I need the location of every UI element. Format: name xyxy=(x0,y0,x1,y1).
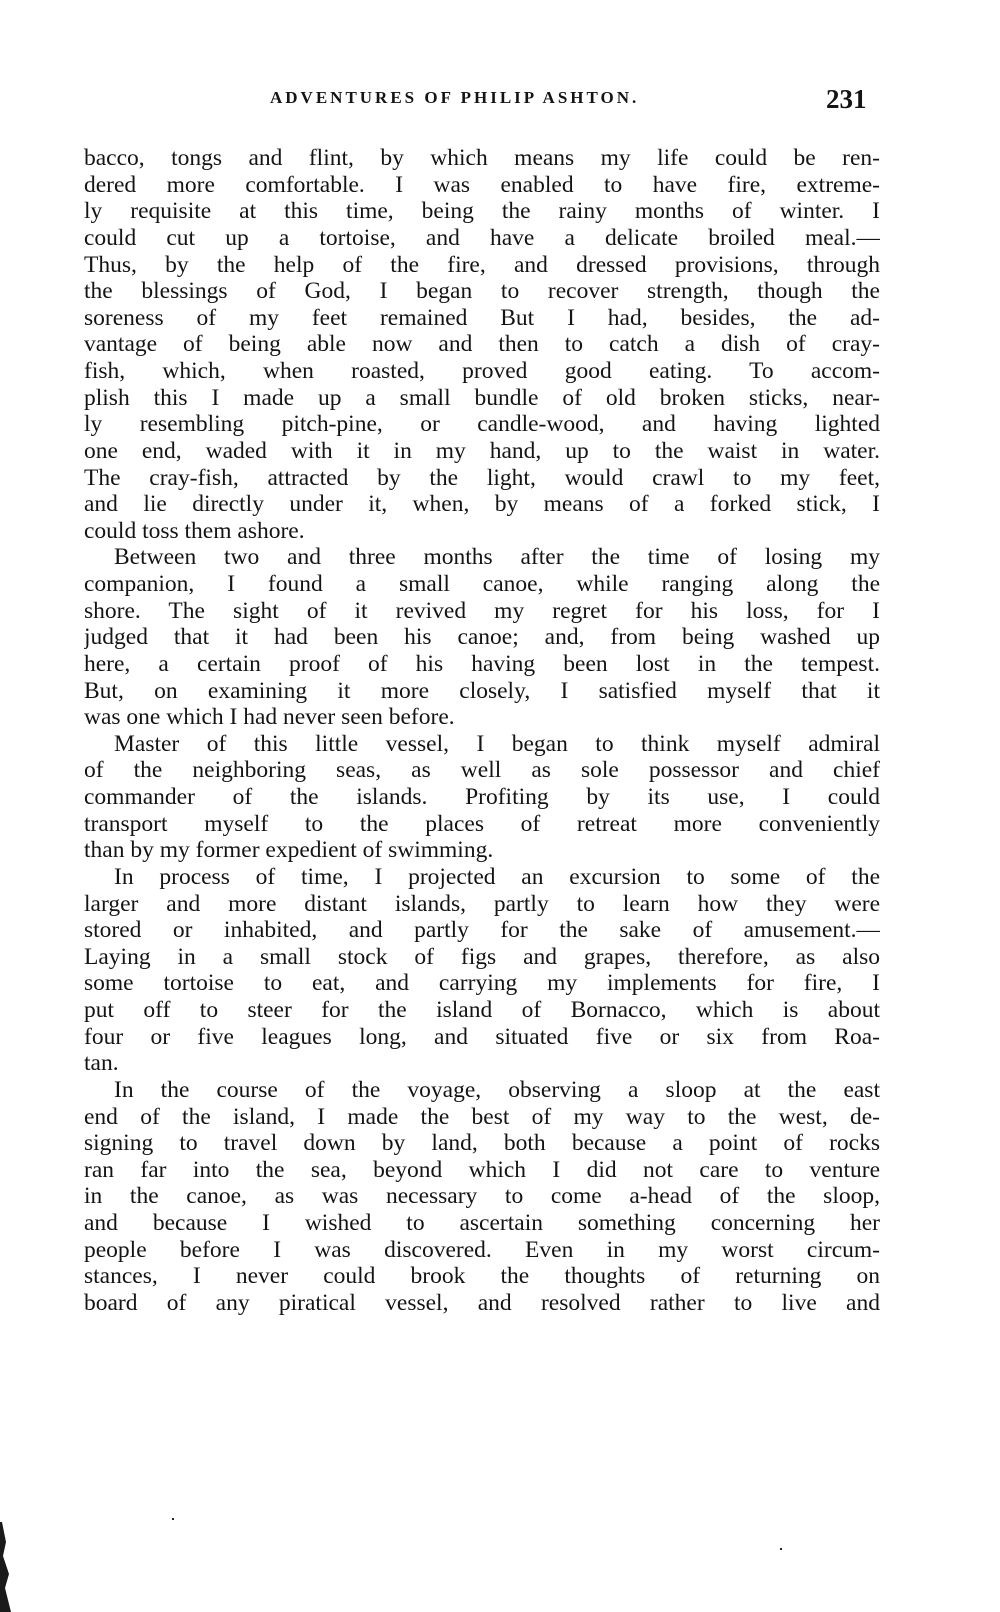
text-line: But, on examining it more closely, I satisfied myself that it xyxy=(84,677,880,704)
text-line: bacco, tongs and flint, by which means my life could be ren- xyxy=(84,145,880,171)
text-line: could cut up a tortoise, and have a delicate broiled meal.— xyxy=(84,224,880,251)
text-line: and lie directly under it, when, by means of a forked stick, I xyxy=(84,491,880,518)
running-header: ADVENTURES OF PHILIP ASHTON. xyxy=(270,88,640,107)
text-line: one end, waded with it in my hand, up to the waist in water. xyxy=(84,437,880,464)
text-line: the blessings of God, I began to recover strength, though the xyxy=(84,278,880,305)
text-line: and because I wished to ascertain something concerning her xyxy=(84,1210,880,1236)
text-line: board of any piratical vessel, and resolved rather to live and xyxy=(84,1289,880,1316)
text-line: put off to steer for the island of Bornacco, which is about xyxy=(84,997,880,1023)
text-line: plish this I made up a small bundle of old broken sticks, near- xyxy=(84,384,880,411)
text-line: could toss them ashore. xyxy=(84,517,305,544)
text-line: than by my former expedient of swimming. xyxy=(84,837,494,864)
scan-speck xyxy=(172,1518,174,1520)
text-line: stances, I never could brook the thoughts of returning on xyxy=(84,1263,880,1290)
text-line: commander of the islands. Profiting by its use, I could xyxy=(84,784,880,810)
text-line: of the neighboring seas, as well as sole possessor and chief xyxy=(84,757,880,784)
text-line: In the course of the voyage, observing a sloop at the east xyxy=(114,1076,880,1103)
text-line: signing to travel down by land, both because a point of rocks xyxy=(84,1130,880,1157)
text-line: end of the island, I made the best of my way to the west, de- xyxy=(84,1103,880,1130)
text-line: transport myself to the places of retreat more conveniently xyxy=(84,810,880,837)
text-line: ly requisite at this time, being the rainy months of winter. I xyxy=(84,198,880,225)
text-line: in the canoe, as was necessary to come a-head of the sloop, xyxy=(84,1183,880,1210)
text-line: The cray-fish, attracted by the light, would crawl to my feet, xyxy=(84,464,880,491)
text-line: vantage of being able now and then to catch a dish of cray- xyxy=(84,331,880,358)
text-line: four or five leagues long, and situated five or six from Roa- xyxy=(84,1023,880,1050)
text-line: companion, I found a small canoe, while ranging along the xyxy=(84,571,880,597)
text-line: fish, which, when roasted, proved good eating. To accom- xyxy=(84,358,880,384)
text-line: tan. xyxy=(84,1050,119,1077)
body-text xyxy=(84,145,880,1317)
text-line: ly resembling pitch-pine, or candle-wood, and having lighted xyxy=(84,411,880,438)
text-line: was one which I had never seen before. xyxy=(84,704,455,731)
text-line: In process of time, I projected an excursion to some of the xyxy=(114,863,880,890)
text-line: Laying in a small stock of figs and grapes, therefore, as also xyxy=(84,943,880,970)
text-line: stored or inhabited, and partly for the sake of amusement.— xyxy=(84,917,880,944)
text-line: Between two and three months after the time of losing my xyxy=(114,544,880,571)
page-number: 231 xyxy=(826,84,867,114)
text-line: larger and more distant islands, partly to learn how they were xyxy=(84,890,880,917)
text-line: some tortoise to eat, and carrying my implements for fire, I xyxy=(84,970,880,997)
binding-edge-mark xyxy=(0,1522,14,1612)
text-line: judged that it had been his canoe; and, from being washed up xyxy=(84,624,880,651)
text-line: here, a certain proof of his having been lost in the tempest. xyxy=(84,650,880,677)
text-line: Master of this little vessel, I began to think myself admiral xyxy=(114,730,880,757)
text-line: people before I was discovered. Even in my worst circum- xyxy=(84,1236,880,1263)
text-line: ran far into the sea, beyond which I did not care to venture xyxy=(84,1156,880,1183)
text-line: dered more comfortable. I was enabled to have fire, extreme- xyxy=(84,171,880,198)
text-line: soreness of my feet remained But I had, besides, the ad- xyxy=(84,304,880,331)
text-line: shore. The sight of it revived my regret for his loss, for I xyxy=(84,597,880,624)
scan-speck xyxy=(780,1548,782,1550)
text-line: Thus, by the help of the fire, and dressed provisions, through xyxy=(84,251,880,278)
